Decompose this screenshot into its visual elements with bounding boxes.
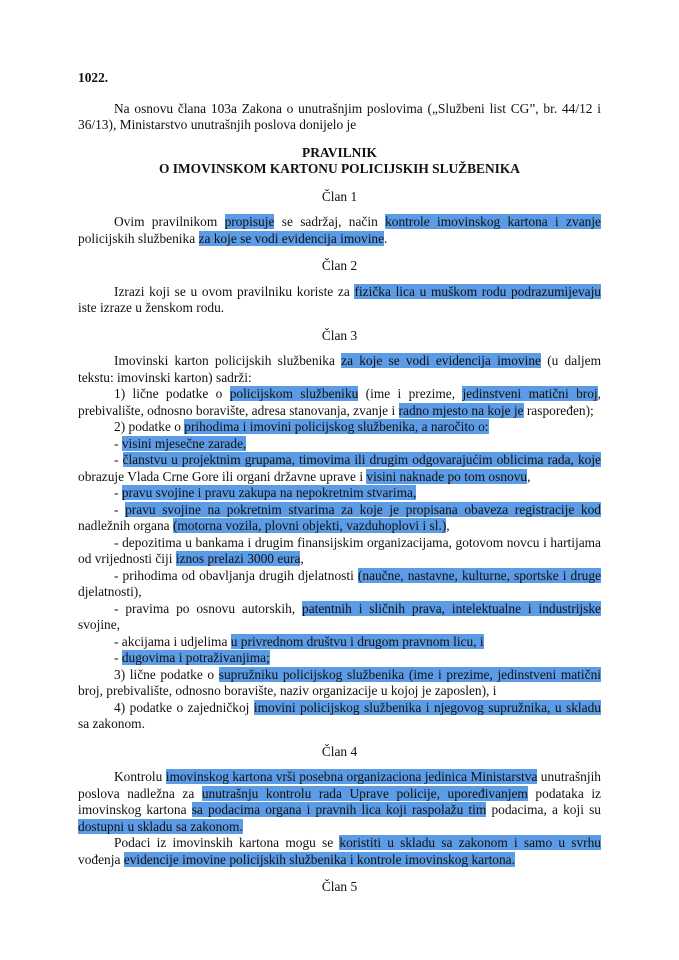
text-run: - depozitima u bankama i drugim finansijskim organizacijama, gotovom novcu i hartijama od vrijednosti čiji bbox=[78, 534, 601, 566]
text-run: nadležnih organa bbox=[78, 518, 173, 533]
text-run: iste izraze u ženskom rodu. bbox=[78, 300, 225, 315]
selected-text: supružniku policijskog službenika (ime i prezime, jedinstveni matični bbox=[218, 666, 601, 682]
article-heading bbox=[78, 258, 601, 275]
text-run: sa zakonom. bbox=[78, 716, 145, 731]
selected-text: imovini policijskog službenika i njegovog supružnika, u skladu bbox=[253, 699, 601, 715]
text-run: - bbox=[114, 501, 126, 517]
selected-text: visini naknade po tom osnovu bbox=[366, 468, 528, 484]
selected-text: za koje se vodi evidencija imovine bbox=[198, 230, 385, 246]
selected-text: dugovima i potraživanjima; bbox=[121, 650, 270, 665]
text-run: - prihodima od obavljanja drugih djelatnosti bbox=[114, 567, 358, 583]
text-run: 1022. bbox=[78, 70, 109, 85]
paragraph bbox=[78, 452, 601, 485]
paragraph bbox=[78, 650, 601, 667]
selected-text: sa podacima organa i pravnih lica koji raspolažu tim bbox=[191, 802, 487, 817]
text-run: Član 1 bbox=[321, 188, 358, 204]
article-heading bbox=[78, 189, 601, 206]
text-run: policijskih službenika bbox=[78, 230, 199, 246]
selected-text: dostupni u skladu sa zakonom. bbox=[78, 818, 243, 834]
text-run: podataka iz imovinskog kartona bbox=[78, 785, 601, 817]
text-run: . bbox=[384, 230, 388, 246]
paragraph bbox=[78, 101, 601, 134]
text-run: unutrašnjih poslova nadležna za bbox=[78, 769, 601, 801]
text-run: (u daljem tekstu: imovinski karton) sadrži: bbox=[78, 353, 601, 385]
paragraph bbox=[78, 769, 601, 835]
text-run: 2) podatke o bbox=[114, 419, 185, 434]
paragraph bbox=[78, 535, 601, 568]
text-run: O IMOVINSKOM KARTONU POLICIJSKIH SLUŽBENIKA bbox=[159, 161, 520, 176]
text-run: se sadržaj, način bbox=[274, 214, 386, 229]
selected-text: (naučne, nastavne, kulturne, sportske i druge bbox=[357, 567, 602, 583]
selected-text: pravu svojine na pokretnim stvarima za koje je propisana obaveza registracije kod bbox=[125, 501, 602, 517]
paragraph bbox=[78, 700, 601, 733]
selected-text: pravu svojine i pravu zakupa na nepokretnim stvarima, bbox=[121, 485, 417, 500]
article-heading bbox=[78, 328, 601, 345]
selected-text: evidencije imovine policijskih službenika i kontrole imovinskog kartona. bbox=[123, 851, 515, 867]
document-title bbox=[78, 161, 601, 178]
selected-text: kontrole imovinskog kartona i zvanje bbox=[385, 214, 601, 229]
paragraph bbox=[78, 835, 601, 868]
selected-text: propisuje bbox=[224, 214, 275, 229]
text-run: , bbox=[446, 518, 450, 533]
text-run: - bbox=[114, 485, 122, 500]
selected-text: imovinskog kartona vrši posebna organizaciona jedinica Ministarstva bbox=[165, 769, 538, 784]
text-run: Ovim pravilnikom bbox=[114, 214, 225, 229]
text-run: svojine, bbox=[78, 617, 121, 632]
text-run: , bbox=[300, 551, 304, 566]
selected-text: (motorna vozila, plovni objekti, vazduhoplovi i sl.) bbox=[172, 518, 447, 533]
selected-text: koristiti u skladu sa zakonom i samo u svrhu bbox=[339, 835, 601, 850]
paragraph bbox=[78, 667, 601, 700]
text-run: 4) podatke o zajedničkoj bbox=[114, 699, 254, 715]
selected-text: visini mjesečne zarade, bbox=[121, 435, 247, 451]
text-run: Kontrolu bbox=[114, 769, 166, 784]
selected-text: za koje se vodi evidencija imovine bbox=[341, 353, 541, 368]
paragraph bbox=[78, 634, 601, 651]
text-run: , bbox=[527, 468, 531, 484]
text-run: Član 4 bbox=[321, 743, 358, 759]
text-run: PRAVILNIK bbox=[302, 144, 377, 160]
selected-text: patentnih i sličnih prava, intelektualne i industrijske bbox=[302, 600, 601, 616]
text-run: 1) lične podatke o bbox=[114, 386, 230, 401]
text-run: Član 2 bbox=[321, 258, 358, 273]
text-run: Imovinski karton policijskih službenika bbox=[114, 353, 342, 368]
text-run: Član 5 bbox=[321, 879, 358, 894]
document-content bbox=[78, 70, 601, 896]
text-run: Član 3 bbox=[321, 327, 358, 343]
selected-text: članstvu u projektnim grupama, timovima ili drugim odgovarajućim oblicima rada, koje bbox=[122, 452, 601, 467]
paragraph bbox=[78, 568, 601, 601]
paragraph bbox=[78, 284, 601, 317]
selected-text: iznos prelazi 3000 eura bbox=[175, 551, 301, 566]
text-run: Na osnovu člana 103a Zakona o unutrašnjim poslovima („Službeni list CG”, br. 44/12 i 36/13), Ministarstvo unutrašnjih poslova donijelo je bbox=[78, 100, 601, 132]
text-run: podacima, a koji su bbox=[486, 802, 601, 817]
text-run: raspoređen); bbox=[523, 402, 594, 418]
text-run: (ime i prezime, bbox=[358, 386, 463, 401]
selected-text: unutrašnju kontrolu rada Uprave policije, upoređivanjem bbox=[201, 785, 528, 801]
text-run: djelatnosti), bbox=[78, 584, 142, 599]
selected-text: policijskom službeniku bbox=[229, 386, 359, 401]
selected-text: prihodima i imovini policijskog službenika, a naročito o: bbox=[184, 419, 489, 434]
paragraph bbox=[78, 485, 601, 502]
article-heading bbox=[78, 744, 601, 761]
article-heading bbox=[78, 879, 601, 896]
paragraph bbox=[78, 502, 601, 535]
paragraph bbox=[78, 601, 601, 634]
selected-text: jedinstveni matični broj bbox=[462, 386, 598, 401]
paragraph bbox=[78, 436, 601, 453]
text-run: , prebivalište, odnosno boravište, adresa stanovanja, zvanje i bbox=[78, 386, 602, 418]
text-run: 3) lične podatke o bbox=[114, 666, 219, 682]
text-run: obrazuje Vlada Crne Gore ili organi državne uprave i bbox=[78, 468, 367, 484]
paragraph bbox=[78, 386, 601, 419]
text-run: Podaci iz imovinskih kartona mogu se bbox=[114, 835, 340, 850]
paragraph bbox=[78, 419, 601, 436]
paragraph bbox=[78, 214, 601, 247]
text-run: vođenja bbox=[78, 851, 124, 867]
act-number bbox=[78, 70, 601, 87]
text-run: - bbox=[114, 650, 122, 665]
selected-text: radno mjesto na koje je bbox=[398, 402, 524, 418]
text-run: - bbox=[114, 452, 123, 467]
paragraph bbox=[78, 353, 601, 386]
text-run: broj, prebivalište, odnosno boravište, naziv organizacije u kojoj je zaposlen), i bbox=[78, 683, 497, 698]
text-run: - akcijama i udjelima bbox=[114, 633, 231, 649]
text-run: - pravima po osnovu autorskih, bbox=[114, 600, 302, 616]
selected-text: fizička lica u muškom rodu podrazumijevaju bbox=[354, 283, 601, 299]
selected-text: u privrednom društvu i drugom pravnom licu, i bbox=[230, 633, 484, 649]
text-run: - bbox=[114, 435, 122, 451]
document-title bbox=[78, 145, 601, 162]
text-run: Izrazi koji se u ovom pravilniku koriste za bbox=[114, 283, 355, 299]
